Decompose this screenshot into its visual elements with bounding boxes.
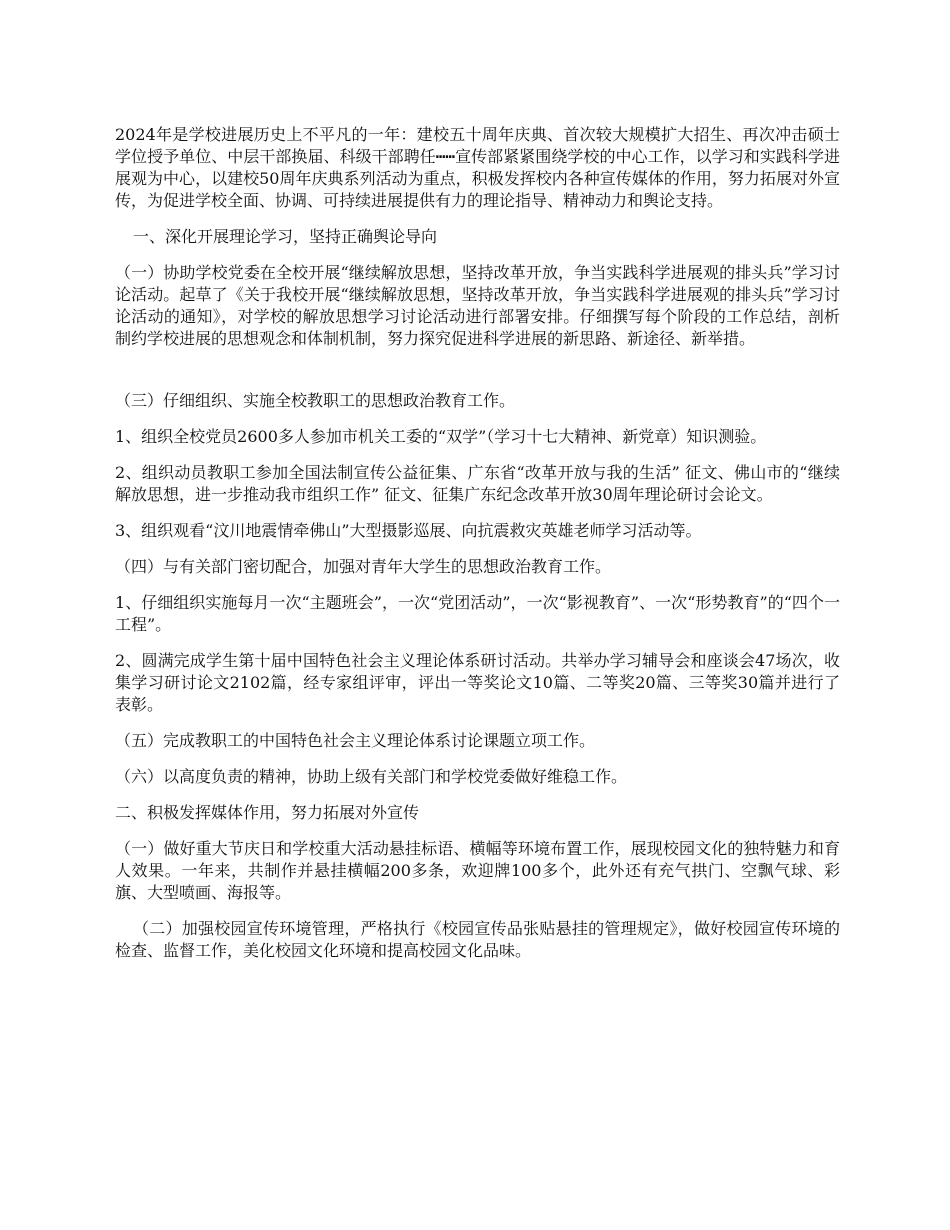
paragraph-item-1-1: （一）协助学校党委在全校开展“继续解放思想，坚持改革开放，争当实践科学进展观的排头兵”学习讨论活动。起草了《关于我校开展“继续解放思想，坚持改革开放，争当实践科学进展观的排头兵”学习讨论活动的通知》，对学校的解放思想学习讨论活动进行部署安排。仔细撰写每个阶段的工作总结，剖析制约学校进展的思想观念和体制机制，努力探究促进科学进展的新思路、新途径、新举措。 — [115, 263, 840, 348]
paragraph-item-1-3-a: 1、组织全校党员2600多人参加市机关工委的“双学”（学习十七大精神、新党章）知识测验。 — [115, 427, 767, 446]
paragraph-item-2-2: （二）加强校园宣传环境管理，严格执行《校园宣传品张贴悬挂的管理规定》，做好校园宣传环境的检查、监督工作，美化校园文化环境和提高校园文化品味。 — [115, 919, 840, 960]
paragraph-item-1-4: （四）与有关部门密切配合，加强对青年大学生的思想政治教育工作。 — [115, 557, 612, 576]
section-heading-2: 二、积极发挥媒体作用，努力拓展对外宣传 — [115, 803, 420, 822]
paragraph-item-1-3-b: 2、组织动员教职工参加全国法制宣传公益征集、广东省“改革开放与我的生活” 征文、佛山市的“继续解放思想，进一步推动我市组织工作” 征文、征集广东纪念改革开放30周年理论研讨会论文。 — [115, 463, 840, 504]
paragraph-item-1-5: （五）完成教职工的中国特色社会主义理论体系讨论课题立项工作。 — [115, 731, 596, 750]
document-page — [115, 124, 840, 976]
intro-paragraph: 2024年是学校进展历史上不平凡的一年：建校五十周年庆典、首次较大规模扩大招生、再次冲击硕士学位授予单位、中层干部换届、科级干部聘任┅┅宣传部紧紧围绕学校的中心工作，以学习和实践科学进展观为中心，以建校50周年庆典系列活动为重点，积极发挥校内各种宣传媒体的作用，努力拓展对外宣传，为促进学校全面、协调、可持续进展提供有力的理论指导、精神动力和舆论支持。 — [115, 125, 840, 210]
paragraph-item-1-3: （三）仔细组织、实施全校教职工的思想政治教育工作。 — [115, 391, 516, 410]
paragraph-item-2-1: （一）做好重大节庆日和学校重大活动悬挂标语、横幅等环境布置工作，展现校园文化的独特魅力和育人效果。一年来，共制作并悬挂横幅200多条，欢迎牌100多个，此外还有充气拱门、空飘气球、彩旗、大型喷画、海报等。 — [115, 839, 840, 902]
paragraph-item-1-3-c: 3、组织观看“汶川地震情牵佛山”大型摄影巡展、向抗震救灾英雄老师学习活动等。 — [115, 521, 702, 540]
paragraph-item-1-4-b: 2、圆满完成学生第十届中国特色社会主义理论体系研讨活动。共举办学习辅导会和座谈会47场次，收集学习研讨论文2102篇，经专家组评审，评出一等奖论文10篇、二等奖20篇、三等奖30篇并进行了表彰。 — [115, 651, 840, 714]
paragraph-item-1-4-a: 1、仔细组织实施每月一次“主题班会”，一次“党团活动”，一次“影视教育”、一次“形势教育”的“四个一工程”。 — [115, 593, 840, 634]
paragraph-item-1-6: （六）以高度负责的精神，协助上级有关部门和学校党委做好维稳工作。 — [115, 767, 628, 786]
section-heading-1: 一、深化开展理论学习，坚持正确舆论导向 — [133, 227, 438, 246]
